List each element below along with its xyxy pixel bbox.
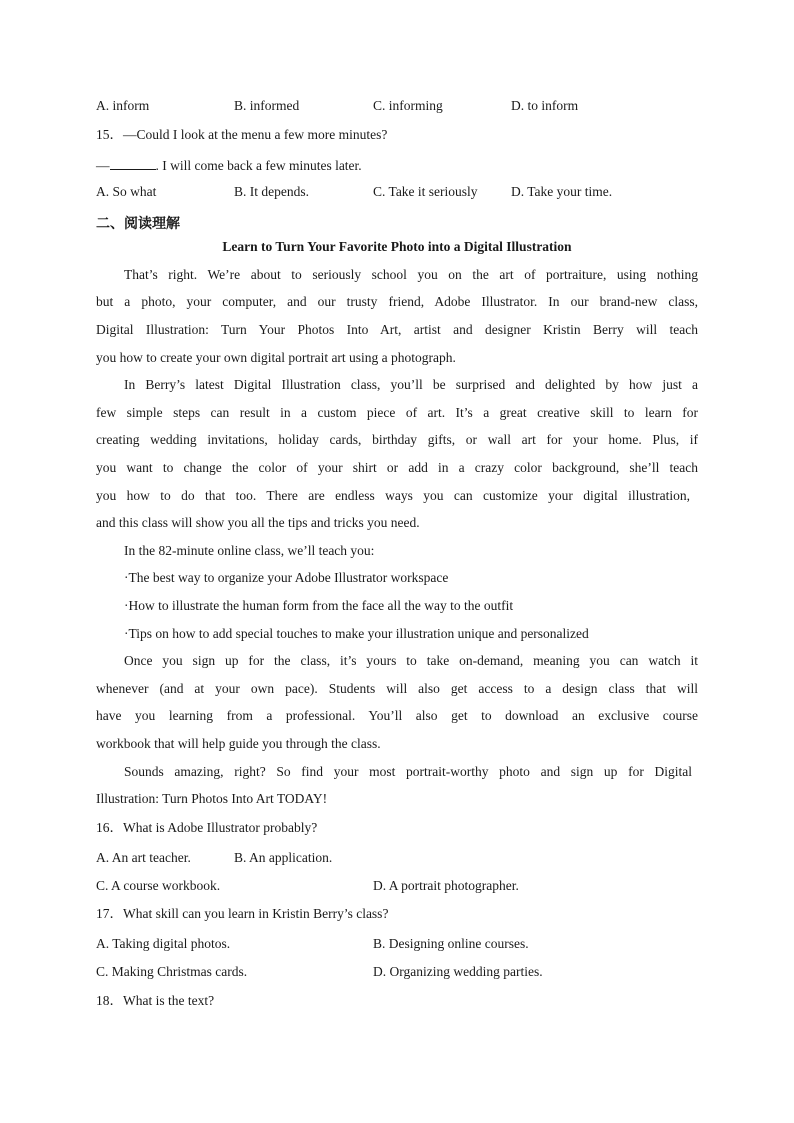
q16-option-b: B. An application. <box>234 850 333 865</box>
paragraph-line: but a photo, your computer, and our trusty friend, Adobe Illustrator. In our brand-new class, <box>96 294 698 309</box>
q15-answer-line <box>96 157 362 174</box>
q17-number: 17． <box>96 906 123 921</box>
q15-question-line <box>96 127 387 143</box>
bullet-item: ·Tips on how to add special touches to make your illustration unique and personalized <box>124 626 589 641</box>
q16-number: 16． <box>96 820 123 835</box>
paragraph-line: creating wedding invitations, holiday cards, birthday gifts, or wall art for your home. Plus, if <box>96 432 698 447</box>
q14-option-d: D. to inform <box>511 98 579 113</box>
paragraph-line: you want to change the color of your shirt or add in a crazy color background, she’ll teach <box>96 460 698 475</box>
paragraph-line: That’s right. We’re about to seriously school you on the art of portraiture, using nothing <box>124 267 698 282</box>
paragraph-line: whenever (and at your own pace). Students will also get access to a design class that will <box>96 681 698 696</box>
paragraph-line: and this class will show you all the tips and tricks you need. <box>96 515 420 530</box>
q16-option-d: D. A portrait photographer. <box>373 878 519 893</box>
q16-question: What is Adobe Illustrator probably? <box>123 820 318 835</box>
bullet-item: ·The best way to organize your Adobe Illustrator workspace <box>124 570 449 585</box>
q17-question: What skill can you learn in Kristin Berry’s class? <box>123 906 389 921</box>
q16-option-c: C. A course workbook. <box>96 878 221 893</box>
q15-option-a: A. So what <box>96 184 157 199</box>
q14-option-a: A. inform <box>96 98 150 113</box>
paragraph-line: workbook that will help guide you through the class. <box>96 736 381 751</box>
bullet-item: ·How to illustrate the human form from the face all the way to the outfit <box>124 598 514 613</box>
q16-question-line <box>96 820 317 836</box>
paragraph-line: Sounds amazing, right? So find your most portrait-worthy photo and sign up for Digital <box>124 764 692 779</box>
q15-number: 15． <box>96 127 123 142</box>
paragraph-line: Digital Illustration: Turn Your Photos Into Art, artist and designer Kristin Berry will teach <box>96 322 698 337</box>
q15-answer-suffix: . I will come back a few minutes later. <box>155 158 362 173</box>
q15-answer-blank <box>110 157 156 170</box>
q15-option-b: B. It depends. <box>234 184 309 199</box>
q18-question-line <box>96 993 214 1009</box>
q15-option-d: D. Take your time. <box>511 184 613 199</box>
q17-option-b: B. Designing online courses. <box>373 936 529 951</box>
q17-question-line <box>96 906 388 922</box>
paragraph-line: In Berry’s latest Digital Illustration class, you’ll be surprised and delighted by how just a <box>124 377 698 392</box>
q15-question: —Could I look at the menu a few more minutes? <box>123 127 388 142</box>
q18-question: What is the text? <box>123 993 215 1008</box>
passage-paragraph-3: In the 82-minute online class, we’ll teach you: <box>124 543 375 558</box>
section-heading: 二、阅读理解 <box>96 216 180 232</box>
paragraph-line: Once you sign up for the class, it’s yours to take on-demand, meaning you can watch it <box>124 653 698 668</box>
paragraph-line: you how to create your own digital portrait art using a photograph. <box>96 350 456 365</box>
q16-option-a: A. An art teacher. <box>96 850 191 865</box>
q15-option-c: C. Take it seriously <box>373 184 478 199</box>
paragraph-line: have you learning from a professional. You’ll also get to download an exclusive course <box>96 708 698 723</box>
q14-option-b: B. informed <box>234 98 300 113</box>
paragraph-line: few simple steps can result in a custom piece of art. It’s a great creative skill to learn for <box>96 405 698 420</box>
passage-title: Learn to Turn Your Favorite Photo into a Digital Illustration <box>222 239 572 254</box>
q15-answer-prefix: — <box>96 158 110 173</box>
q18-number: 18． <box>96 993 123 1008</box>
q14-option-c: C. informing <box>373 98 443 113</box>
q17-option-d: D. Organizing wedding parties. <box>373 964 543 979</box>
paragraph-line: Illustration: Turn Photos Into Art TODAY! <box>96 791 328 806</box>
q17-option-a: A. Taking digital photos. <box>96 936 231 951</box>
q17-option-c: C. Making Christmas cards. <box>96 964 248 979</box>
paragraph-line: you how to do that too. There are endless ways you can customize your digital illustration, <box>96 488 690 503</box>
